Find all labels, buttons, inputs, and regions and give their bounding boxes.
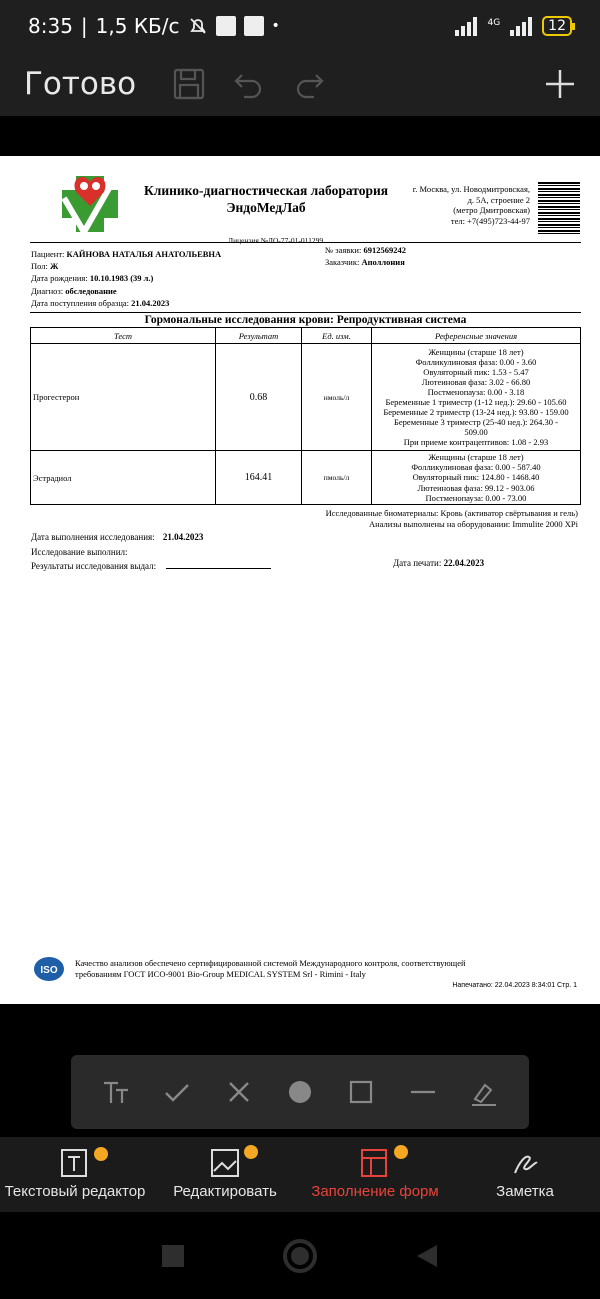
order-number: 6912569242 [363,245,406,255]
license: Лицензия №ЛО-77-01-011299 [228,236,324,245]
battery-icon: 12 [542,16,572,36]
signal-icon [510,16,532,36]
editor-toolbar [0,52,600,116]
document-page[interactable] [0,156,600,1004]
rectangle-icon[interactable] [346,1077,376,1107]
text-editor-icon [59,1147,91,1179]
nav-fill-forms[interactable]: Заполнение форм [300,1137,450,1212]
status-speed: 1,5 КБ/с [95,14,180,38]
notification-icon [216,16,236,36]
system-nav-bar [0,1212,600,1299]
cross-icon[interactable] [224,1077,254,1107]
divider [30,242,581,243]
table-header: Тест Результат Ед. изм. Референсные значения [31,328,581,344]
reference-values: Женщины (старше 18 лет) Фолликулиновая фаза: 0.00 - 3.60 Овуляторный пик: 1.53 - 5.47 Лютеиновая фаза: 3.02 - 66.80 Постменопауза: 0.00 - 3.18 Беременные 1 триместр (1-12 нед.): 29.60 - 105.60 Беременные 2 триместр (13-24 нед.): 93.80 - 159.00 Беременные 3 триместр (25-40 нед.): 264.30 - 509.00 При приеме контрацептивов: 1.08 - 2.93 [372,344,581,451]
iso-logo [33,956,65,982]
reference-values: Женщины (старше 18 лет) Фолликулиновая фаза: 0.00 - 587.40 Овуляторный пик: 124.80 - 1468.40 Лютеиновая фаза: 99.12 - 903.06 Постменопауза: 0.00 - 73.00 [372,451,581,505]
line-icon[interactable] [408,1077,438,1107]
patient-name: КАЙНОВА НАТАЛЬЯ АНАТОЛЬЕВНА [66,249,222,259]
result-footer: Дата выполнения исследования: 21.04.2023 Исследование выполнил: Результаты исследования выдал: [31,530,591,574]
nav-edit[interactable]: Редактировать [150,1137,300,1212]
bell-off-icon [188,16,208,36]
annotation-toolbar [71,1055,529,1129]
premium-crown-icon [394,1145,408,1159]
print-date: Дата печати: 22.04.2023 [393,558,485,568]
quality-note: Качество анализов обеспечено сертифицированной системой Международного контроля, соответствующей требованиям ГОСТ ИСО-9001 Bio-Group MEDICAL SYSTEM Srl - Rimini - Italy [75,958,466,979]
save-icon[interactable] [172,67,206,101]
bottom-nav [0,1137,600,1212]
signal-icon [455,16,477,36]
results-table [30,327,581,505]
back-icon[interactable] [414,1243,440,1269]
table-row: Прогестерон 0.68 нмоль/л Женщины (старше 18 лет) Фолликулиновая фаза: 0.00 - 3.60 Овуляторный пик: 1.53 - 5.47 Лютеиновая фаза: 3.02 - 66.80 Постменопауза: 0.00 - 3.18 Беременные 1 триместр (1-12 нед.): 29.60 - 105.60 Беременные 2 триместр (13-24 нед.): 93.80 - 159.00 Беременные 3 триместр (25-40 нед.): 264.30 - 509.00 При приеме контрацептивов: 1.08 - 2.93 [31,344,581,451]
signature-line [166,560,271,569]
nav-text-editor[interactable]: Текстовый редактор [0,1137,150,1212]
svg-text:ISO: ISO [40,965,58,976]
done-button[interactable]: Готово [24,66,137,102]
lab-logo [60,168,120,238]
check-icon[interactable] [162,1077,192,1107]
redo-icon[interactable] [292,67,326,101]
fill-forms-icon [359,1147,391,1179]
patient-info: Пациент: КАЙНОВА НАТАЛЬЯ АНАТОЛЬЕВНА Пол: Ж Дата рождения: 10.10.1983 (39 л.) Диагноз: обследование Дата поступления образца: 21.04.2023 [31,249,222,308]
network-type: 4G [487,18,501,28]
premium-crown-icon [244,1145,258,1159]
edit-image-icon [209,1147,241,1179]
text-size-icon[interactable] [101,1077,131,1107]
status-bar: 8:35 | 1,5 КБ/с • 4G 12 [0,0,600,52]
barcode [538,182,580,234]
note-squiggle-icon [509,1147,541,1179]
printed-stamp: Напечатано: 22.04.2023 8:34:01 Стр. 1 [452,982,577,989]
lab-name: Клинико-диагностическая лаборатория ЭндоМедЛаб [143,183,389,215]
biomaterial-note: Исследованные биоматериалы: Кровь (активатор свёртывания и гель) Анализы выполнены на оборудовании: Immulite 2000 XPi [325,508,578,529]
divider [30,312,581,313]
status-time: 8:35 [28,14,73,38]
nav-note[interactable]: Заметка [450,1137,600,1212]
premium-crown-icon [94,1147,108,1161]
table-row: Эстрадиол 164.41 пмоль/л Женщины (старше 18 лет) Фолликулиновая фаза: 0.00 - 587.40 Овуляторный пик: 124.80 - 1468.40 Лютеиновая фаза: 99.12 - 903.06 Постменопауза: 0.00 - 73.00 [31,451,581,505]
signature-pen-icon[interactable] [469,1077,499,1107]
add-icon[interactable] [544,68,576,100]
dot-tool-icon[interactable] [285,1077,315,1107]
home-icon[interactable] [282,1238,318,1274]
order-info: № заявки: 6912569242 Заказчик: Аполлония [325,245,406,268]
recents-icon[interactable] [160,1243,186,1269]
dot-icon: • [271,18,280,34]
undo-icon[interactable] [232,67,266,101]
lab-address: г. Москва, ул. Новодмитровская, д. 5А, строение 2 (метро Дмитровская) тел: +7(495)723-44-97 [412,184,530,226]
section-title: Гормональные исследования крови: Репродуктивная система [144,314,467,326]
notification-icon [244,16,264,36]
lab-header [30,168,581,244]
